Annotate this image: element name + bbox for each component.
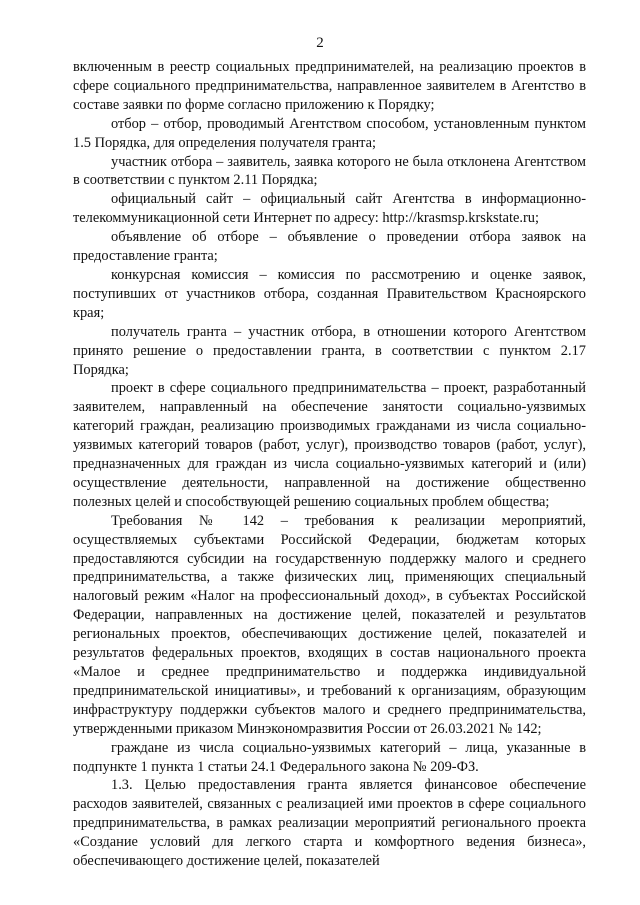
paragraph-official-site-definition: официальный сайт – официальный сайт Агентства в информационно-телекоммуникационной сети Интернет по адресу: http://krasmsp.krskstate.ru;: [73, 191, 586, 227]
paragraph-selection-definition: отбор – отбор, проводимый Агентством способом, установленным пунктом 1.5 Порядка, для определения получателя гранта;: [73, 115, 586, 151]
paragraph-grant-recipient-definition: получатель гранта – участник отбора, в отношении которого Агентством принято решение о предоставлении гранта, в соответствии с пунктом 2.17 Порядка;: [73, 323, 586, 378]
paragraph-announcement-definition: объявление об отборе – объявление о проведении отбора заявок на предоставление гранта;: [73, 229, 586, 265]
paragraph-vulnerable-citizens-definition: граждане из числа социально-уязвимых категорий – лица, указанные в подпункте 1 пункта 1 статьи 24.1 Федерального закона № 209-ФЗ.: [73, 739, 586, 775]
paragraph-grant-application-tail: включенным в реестр социальных предпринимателей, на реализацию проектов в сфере социального предпринимательства, направленное заявителем в Агентство в составе заявки по форме согласно приложению к Порядку;: [73, 59, 586, 113]
paragraph-commission-definition: конкурсная комиссия – комиссия по рассмотрению и оценке заявок, поступивших от участников отбора, созданная Правительством Красноярского края;: [73, 266, 586, 321]
page-number: 2: [316, 35, 324, 51]
paragraph-requirements-142-definition: Требования № 142 – требования к реализации мероприятий, осуществляемых субъектами Российской Федерации, бюджетам которых предоставляются субсидии на государственную поддержку малого и среднего предпринимательства, а также физических лиц, применяющих специальный налоговый режим «Налог на профессиональный доход», в субъектах Российской Федерации, направленных на достижение целей, показателей и результатов региональных проектов, обеспечивающих достижение целей, показателей и результатов федеральных проектов, входящих в состав национального проекта «Малое и среднее предпринимательство и поддержка индивидуальной предпринимательской инициативы», и требований к организациям, образующим инфраструктуру поддержки субъектов малого и среднего предпринимательства, утвержденными приказом Минэкономразвития России от 26.03.2021 № 142;: [73, 512, 586, 737]
paragraph-social-project-definition: проект в сфере социального предпринимательства – проект, разработанный заявителем, направленный на обеспечение занятости социально-уязвимых категорий граждан, реализацию производимых гражданами из числа социально-уязвимых категорий товаров (работ, услуг), производство товаров (работ, услуг), предназначенных для граждан из числа социально-уязвимых категорий и (или) осуществление деятельности, направленной на достижение общественно полезных целей и способствующей решению социальных проблем общества;: [73, 380, 586, 510]
document-body: [73, 58, 586, 871]
paragraph-participant-definition: участник отбора – заявитель, заявка которого не была отклонена Агентством в соответствии с пунктом 2.11 Порядка;: [73, 153, 586, 189]
paragraph-clause-1-3: 1.3. Целью предоставления гранта является финансовое обеспечение расходов заявителей, связанных с реализацией ими проектов в сфере социального предпринимательства, в рамках реализации мероприятий регионального проекта «Создание условий для легкого старта и комфортного ведения бизнеса», обеспечивающего достижение целей, показателей: [73, 777, 586, 870]
